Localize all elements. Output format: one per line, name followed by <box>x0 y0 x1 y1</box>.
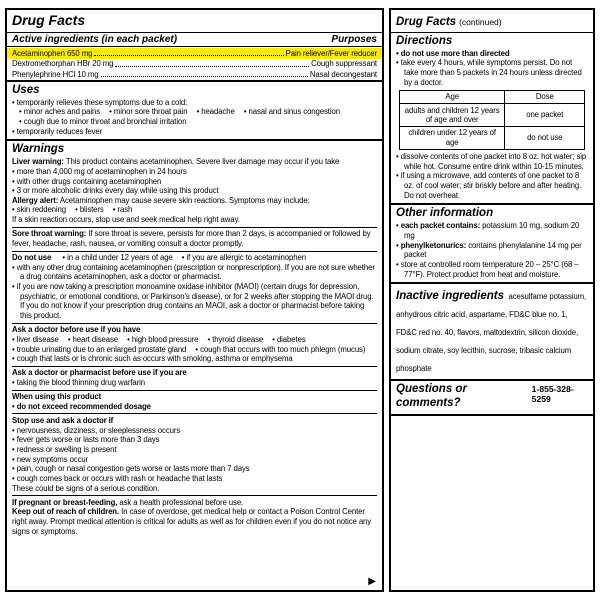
questions-heading: Questions or comments? <box>396 383 467 409</box>
ask-pharmacist-label: Ask a doctor or pharmacist before use if you are <box>12 368 187 378</box>
stop-use-subsection <box>12 413 377 493</box>
stop-use-bullet: • fever gets worse or lasts more than 3 days <box>12 435 377 445</box>
packet-contains-label: each packet contains: <box>400 221 481 231</box>
inactive-ingredients-section <box>391 282 593 379</box>
ingredient-row-dextromethorphan <box>7 59 382 70</box>
continued-suffix: (continued) <box>459 17 502 27</box>
do-not-use-label: Do not use <box>12 253 52 263</box>
ingredient-row-acetaminophen <box>7 48 382 59</box>
liver-warning-text: This product contains acetaminophen. Severe liver damage may occur if you take <box>65 157 340 167</box>
allergy-symptoms <box>12 205 377 215</box>
dotted-leader <box>115 66 309 67</box>
condition-item: • cough that lasts or is chronic such as occurs with smoking, asthma or emphysema <box>12 354 377 364</box>
condition-item: • diabetes <box>272 335 305 344</box>
stop-use-bullet: • new symptoms occur <box>12 455 377 465</box>
do-not-use-item: • in a child under 12 years of age <box>62 253 172 262</box>
stop-use-bullet: • nervousness, dizziness, or sleeplessness occurs <box>12 426 377 436</box>
when-using-subsection <box>12 390 377 412</box>
do-not-use-item: • if you are allergic to acetaminophen <box>182 253 306 262</box>
packet-contains-line <box>396 221 588 240</box>
directions-heading: Directions <box>396 35 453 47</box>
keep-out-line <box>12 507 377 536</box>
right-panel <box>389 8 595 592</box>
active-ingredients-header <box>7 33 382 47</box>
allergy-item: • skin reddening <box>12 205 66 214</box>
uses-bullet-cough: • cough due to minor throat and bronchial irritation <box>19 117 377 127</box>
do-not-use-line <box>12 253 377 263</box>
directions-bullet-dose: • take every 4 hours, while symptoms persist. Do not take more than 5 packets in 24 hours unless directed by a doctor. <box>396 58 588 87</box>
table-row <box>399 104 584 127</box>
dosage-table <box>399 90 585 150</box>
liver-bullet: • with other drugs containing acetaminophen <box>12 177 377 187</box>
ingredient-name: Dextromethorphan HBr 20 mg <box>12 59 114 69</box>
uses-heading: Uses <box>12 83 40 96</box>
ingredient-purpose: Nasal decongestant <box>309 69 377 79</box>
pregnancy-subsection <box>12 495 377 536</box>
phenylketonurics-label: phenylketonurics: <box>400 240 467 250</box>
stop-use-bullet: • redness or swelling is present <box>12 445 377 455</box>
active-ingredients-list <box>7 47 382 80</box>
do-not-use-bullet: • with any other drug containing acetaminophen (prescription or nonprescription). If you are not sure whether a drug contains acetaminophen, ask a doctor or pharmacist. <box>12 263 377 282</box>
sore-throat-warning <box>12 227 377 249</box>
use-item: • minor sore throat pain <box>109 107 187 116</box>
questions-phone-number: 1-855-328-5259 <box>531 384 574 405</box>
dose-cell: one packet <box>505 104 585 127</box>
directions-bullet-bold: • do not use more than directed <box>396 49 588 59</box>
dose-column-header: Dose <box>505 90 585 103</box>
liver-warning <box>12 157 377 167</box>
keep-out-label: Keep out of reach of children. <box>12 507 120 517</box>
allergy-alert <box>12 196 377 206</box>
page-title-continued: Drug Facts <box>396 16 457 28</box>
other-information-section <box>391 203 593 282</box>
table-row <box>399 126 584 149</box>
uses-bullet-fever: • temporarily reduces fever <box>12 127 377 137</box>
liver-bullet: • more than 4,000 mg of acetaminophen in 24 hours <box>12 167 377 177</box>
inactive-ingredients-heading: Inactive ingredients <box>396 290 505 303</box>
ask-doctor-subsection <box>12 323 377 364</box>
ask-pharmacist-bullet: • taking the blood thinning drug warfarin <box>12 378 377 388</box>
directions-section <box>391 33 593 203</box>
active-ingredients-heading: Active ingredients (in each packet) <box>12 34 178 45</box>
drug-facts-title-section <box>7 10 382 33</box>
use-item: • nasal and sinus congestion <box>244 107 340 116</box>
page-title: Drug Facts <box>12 12 86 28</box>
phenylketonurics-text: contains phenylalanine 14 mg per packet <box>404 240 582 260</box>
pregnancy-text: ask a health professional before use. <box>119 497 244 507</box>
uses-bullet-cold: • temporarily relieves these symptoms due to a cold: <box>12 98 377 108</box>
condition-item: • thyroid disease <box>208 335 264 344</box>
phenylketonurics-line <box>396 241 588 260</box>
left-panel <box>5 8 384 592</box>
purposes-heading: Purposes <box>331 34 377 45</box>
age-cell: adults and children 12 years of age and over <box>399 104 505 127</box>
other-information-heading: Other information <box>396 207 494 220</box>
when-using-label: When using this product <box>12 392 102 402</box>
table-header-row <box>399 90 584 103</box>
ingredient-name: Acetaminophen 650 mg <box>12 48 93 58</box>
ingredient-purpose: Cough suppressant <box>311 59 377 69</box>
continued-arrow-icon: ▶ <box>368 576 376 587</box>
do-not-use-subsection <box>12 251 377 321</box>
condition-item: • trouble urinating due to an enlarged prostate gland <box>12 345 186 354</box>
stop-use-note: These could be signs of a serious condition. <box>12 483 160 493</box>
empty-continuation-space <box>391 414 593 590</box>
condition-item: • heart disease <box>68 335 118 344</box>
uses-section <box>7 80 382 139</box>
liver-warning-label: Liver warning: <box>12 157 64 167</box>
ask-doctor-conditions-2 <box>12 345 377 355</box>
sore-throat-label: Sore throat warning: <box>12 229 87 239</box>
age-column-header: Age <box>399 90 505 103</box>
condition-item: • high blood pressure <box>127 335 198 344</box>
ask-pharmacist-subsection <box>12 366 377 388</box>
stop-use-label: Stop use and ask a doctor if <box>12 415 114 425</box>
ingredient-purpose: Pain reliever/Fever reducer <box>285 48 377 58</box>
dotted-leader <box>94 55 283 56</box>
storage-line: • store at controlled room temperature 20 – 25°C (68 – 77°F). Protect product from heat and moisture. <box>396 260 588 279</box>
condition-item: • liver disease <box>12 335 59 344</box>
dose-cell: do not use <box>505 126 585 149</box>
stop-use-bullet: • cough comes back or occurs with rash or headache that lasts <box>12 474 377 484</box>
liver-bullet: • 3 or more alcoholic drinks every day while using this product <box>12 186 377 196</box>
skin-reaction-note: If a skin reaction occurs, stop use and seek medical help right away. <box>12 215 240 225</box>
keep-out-text: In case of overdose, get medical help or contact a Poison Control Center right away. Prompt medical attention is critical for adults as well as for children even if you do not notice any signs or symptoms. <box>12 507 372 536</box>
ask-doctor-label: Ask a doctor before use if you have <box>12 325 141 335</box>
stop-use-bullet: • pain, cough or nasal congestion gets worse or lasts more than 7 days <box>12 464 377 474</box>
allergy-item: • rash <box>113 205 132 214</box>
ingredient-row-phenylephrine <box>7 69 382 80</box>
questions-section <box>391 379 593 414</box>
directions-bullet-dissolve: • dissolve contents of one packet into 8 oz. hot water; sip while hot. Consume entire drink within 10-15 minutes. <box>396 152 588 171</box>
allergy-alert-label: Allergy alert: <box>12 195 59 205</box>
packet-contains-text: potassium 10 mg, sodium 20 mg <box>404 221 580 240</box>
inactive-ingredients-list: acesulfame potassium, anhydrous citric acid, aspartame, FD&C blue no. 1, FD&C red no. 40, flavors, maltodextrin, silicon dioxide, sodium citrate, soy lecithin, sucrose, tribasic calcium phosphate <box>396 292 587 374</box>
age-cell: children under 12 years of age <box>399 126 505 149</box>
use-item: • minor aches and pains <box>19 107 100 116</box>
warnings-heading: Warnings <box>12 143 65 156</box>
drug-facts-continued-title-section <box>391 10 593 33</box>
when-using-bullet: • do not exceed recommended dosage <box>12 402 377 412</box>
dotted-leader <box>101 76 308 77</box>
use-item: • headache <box>197 107 235 116</box>
allergy-item: • blisters <box>75 205 104 214</box>
directions-bullet-microwave: • if using a microwave, add contents of one packet to 8 oz. of cool water; stir briskly before and after heating. Do not overheat. <box>396 171 588 200</box>
allergy-alert-text: Acetaminophen may cause severe skin reactions. Symptoms may include: <box>59 195 310 205</box>
uses-cold-symptoms <box>19 107 377 117</box>
warnings-section <box>7 139 382 539</box>
pregnancy-line <box>12 498 377 508</box>
do-not-use-bullet: • if you are now taking a prescription monoamine oxidase inhibitor (MAOI) (certain drugs for depression, psychiatric, or emotional conditions, or Parkinson's disease), or for 2 weeks after stopping the MAOI drug. If you do not know if your prescription drug contains an MAOI, ask a doctor or pharmacist before taking this product. <box>12 282 377 321</box>
sore-throat-text: If sore throat is severe, persists for more than 2 days, is accompanied or followed by fever, headache, rash, nausea, or vomiting consult a doctor promptly. <box>12 229 371 248</box>
ingredient-name: Phenylephrine HCl 10 mg <box>12 69 99 79</box>
pregnancy-label: If pregnant or breast-feeding, <box>12 497 118 507</box>
ask-doctor-conditions <box>12 335 377 345</box>
condition-item: • cough that occurs with too much phlegm (mucus) <box>195 345 365 354</box>
